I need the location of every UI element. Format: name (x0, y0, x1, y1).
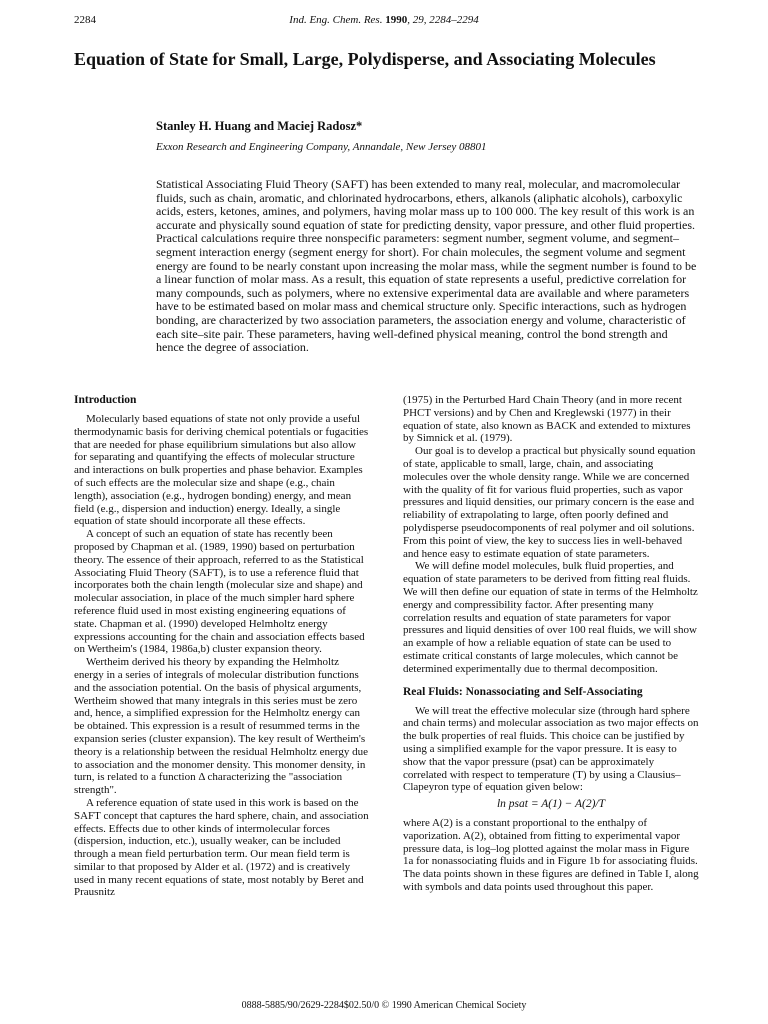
paragraph: Our goal is to develop a practical but physically sound equation of state, applicable to small, large, chain, and associating molecules over the whole density range. While we are concerned with the quality of fit for various fluid properties, such as vapor pressures and liquid densities, our primary concern is the ease and reliability of extrapolating to large, often poorly defined and polydisperse pseudocomponents of real polymer and oil solutions. From this point of view, the key to success lies in well-behaved and hence easy to estimate equation of state parameters. (403, 445, 696, 560)
section-heading-introduction: Introduction (74, 394, 137, 406)
journal-name: Ind. Eng. Chem. Res. (289, 14, 383, 26)
paper-title: Equation of State for Small, Large, Polydisperse, and Associating Molecules (74, 49, 656, 69)
section-heading-real-fluids: Real Fluids: Nonassociating and Self-Associating (403, 685, 643, 698)
paragraph: A concept of such an equation of state has recently been proposed by Chapman et al. (1989, 1990) based on perturbation theory. The essence of their approach, referred to as the Statistical Associating Fluid Theory (SAFT), is to use a reference fluid that incorporates both the chain length (molecular size and shape) and molecular association, in place of the much simpler hard sphere reference fluid used in most existing engineering equations of state. Chapman et al. (1990) developed Helmholtz energy expressions accounting for the chain and association effects based on Wertheim's (1984, 1986a,b) cluster expansion theory. (74, 528, 365, 656)
paragraph: where A(2) is a constant proportional to the enthalpy of vaporization. A(2), obtained from fitting to experimental vapor pressure data, is log–log plotted against the molar mass in Figure 1a for nonassociating fluids and in Figure 1b for associating fluids. The data points shown in these figures are defined in Table I, along with symbols and data points used throughout this paper. (403, 816, 699, 893)
paragraph: We will treat the effective molecular size (through hard sphere and chain terms) and molecular association as two major effects on the bulk properties of real fluids. This choice can be justified by using a simplified example for the vapor pressure. It is easy to show that the vapor pressure (psat) can be approximately correlated with respect to temperature (T) by using a Clausius–Clapeyron type of equation given below: (403, 704, 699, 794)
paragraph: A reference equation of state used in this work is based on the SAFT concept that captures the hard sphere, chain, and association effects. Effects due to other kinds of intermolecular forces (dispersion, induction, etc.), usually weaker, can be included through a mean field perturbation term. Our mean field term is similar to that proposed by Alder et al. (1972) and is creatively used in many recent equations of state, most notably by Beret and Prausnitz (74, 796, 369, 899)
copyright-footer: 0888-5885/90/2629-2284$02.50/0 © 1990 American Chemical Society (241, 1000, 527, 1011)
equation-clausius-clapeyron: ln psat = A(1) − A(2)/T (496, 798, 606, 811)
journal-citation (74, 14, 694, 26)
running-head (74, 14, 694, 30)
affiliation: Exxon Research and Engineering Company, Annandale, New Jersey 08801 (156, 141, 487, 153)
page-number: 2284 (74, 14, 96, 26)
paragraph: Molecularly based equations of state not only provide a useful thermodynamic basis for deriving chemical potentials or fugacities that are needed for phase equilibrium simulations but also allow for separating and quantifying the effects of molecular structure and interactions on bulk properties and phase behavior. Examples of such effects are the molecular size and shape (e.g., chain length), association (e.g., hydrogen bonding) energy, and mean field (e.g., dispersion and induction) energy. Ideally, a single equation of state should incorporate all these effects. (74, 413, 369, 528)
paragraph: Wertheim derived his theory by expanding the Helmholtz energy in a series of integrals of molecular distribution functions and the association potential. On the basis of physical arguments, Wertheim showed that many integrals in this series must be zero and, hence, a simplified expression for the Helmholtz energy can be obtained. This expression is a result of resummed terms in the expansion series (cluster expansion). The key result of Wertheim's theory is a relationship between the residual Helmholtz energy due to association and the monomer density. This monomer density, in turn, is related to a function Δ characterizing the "association strength". (74, 656, 368, 797)
journal-volume-pages: , 29, 2284–2294 (407, 14, 479, 26)
left-column (74, 394, 370, 899)
author-list: Stanley H. Huang and Maciej Radosz* (156, 119, 363, 133)
paragraph: We will define model molecules, bulk fluid properties, and equation of state parameters to be derived from fitting real fluids. We will then define our equation of state in terms of the Helmholtz energy and compressibility factor. After presenting many correlation results and equation of state parameters for vapor pressures and liquid densities of over 100 real fluids, we will show an example of how a reliable equation of state can be used to estimate critical constants of large molecules, which cannot be determined experimentally due to thermal decomposition. (403, 560, 698, 675)
abstract: Statistical Associating Fluid Theory (SAFT) has been extended to many real, molecular, and macromolecular fluids, such as chain, aromatic, and chlorinated hydrocarbons, ethers, alkanols (aliphatic alcohols), carboxylic acids, esters, ketones, amines, and polymers, having molar mass up to 100 000. The key result of this work is an accurate and physically sound equation of state for predicting density, vapor pressure, and other fluid properties. Practical calculations require three nonspecific parameters: segment number, segment volume, and segment–segment interaction energy (segment energy for short). For chain molecules, the segment volume and segment energy are found to be nearly constant upon increasing the molar mass, while the segment number is found to be a linear function of molar mass. As a result, this equation of state represents a useful, predictive correlation for many compounds, such as polymers, where no extensive experimental data are available and where parameters have to be estimated based on molar mass and chemical structure only. Specific interactions, such as hydrogen bonding, are characterized by two association parameters, the association energy and volume, characteristic of each site–site pair. These parameters, having well-defined physical meaning, control the bond strength and hence the degree of association. (156, 177, 697, 355)
paragraph-continued: (1975) in the Perturbed Hard Chain Theory (and in more recent PHCT versions) and by Chen and Kreglewski (1977) in their equation of state, also known as BACK and extended to mixtures by Simnick et al. (1979). (403, 394, 691, 445)
journal-year: 1990 (385, 14, 408, 26)
right-column (403, 394, 699, 894)
